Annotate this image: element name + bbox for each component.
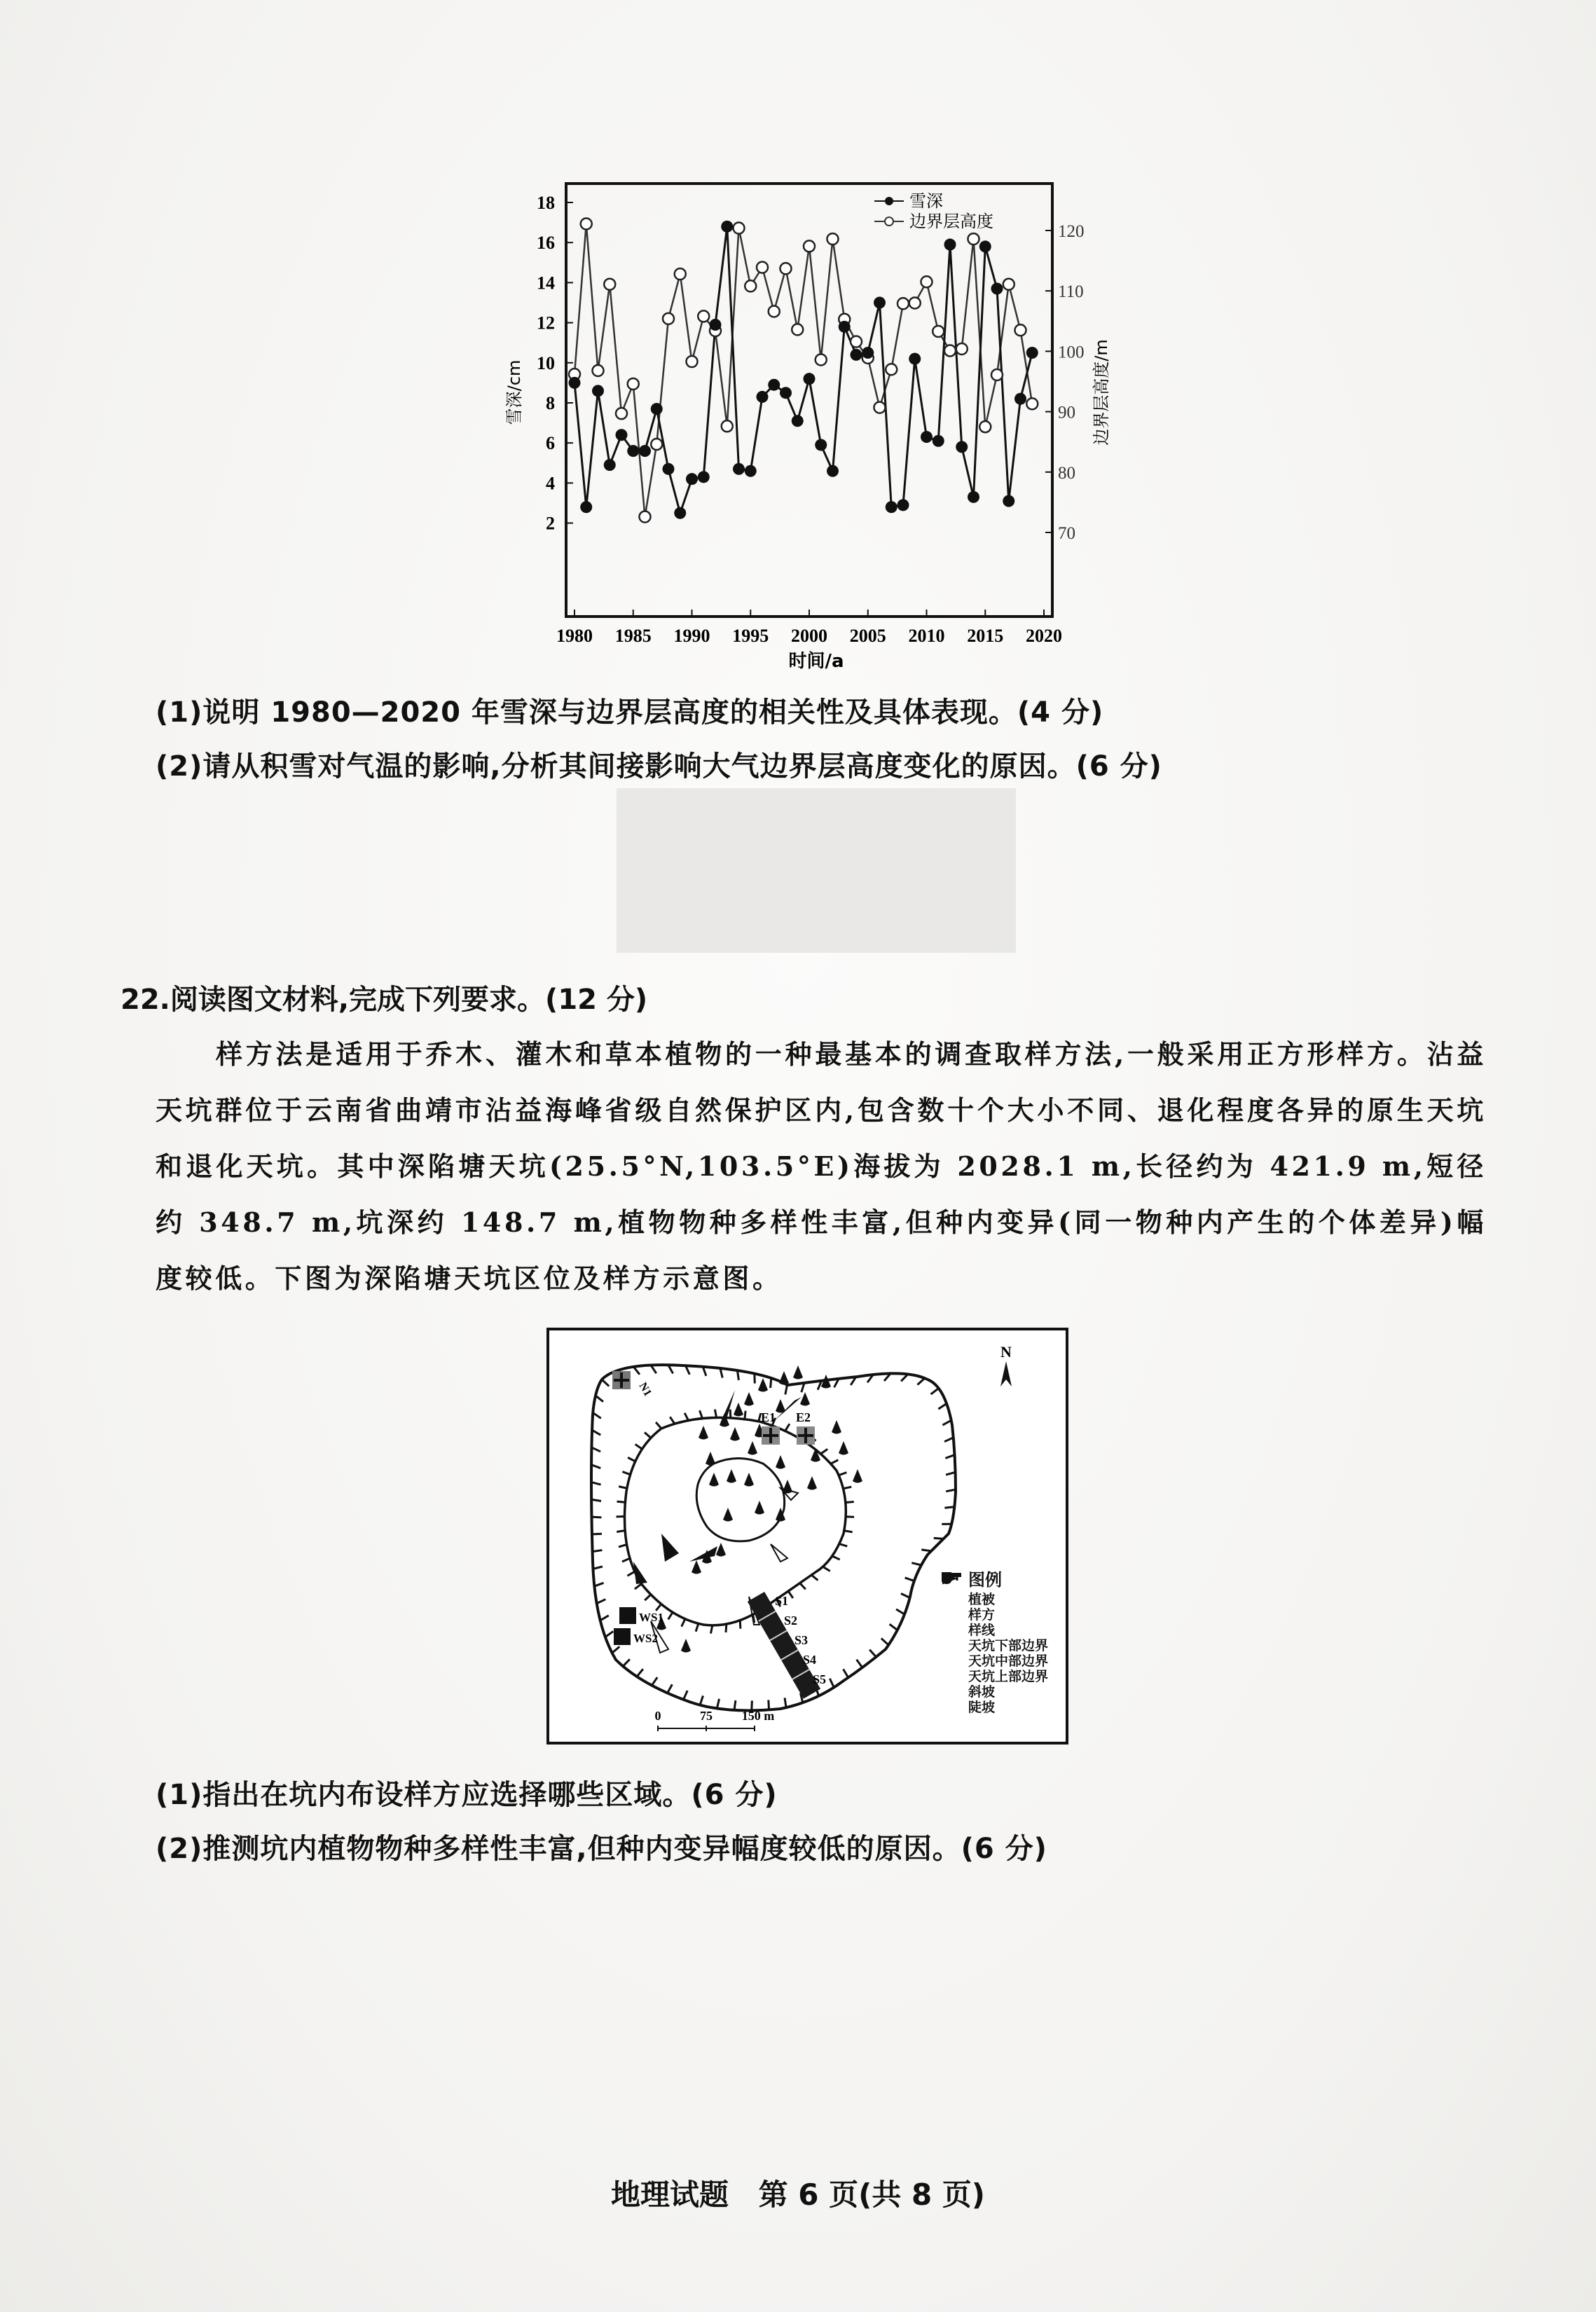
middle-boundary-line	[625, 1417, 846, 1625]
boundary-layer-point	[640, 511, 651, 523]
legend-label: 样线	[968, 1623, 996, 1638]
x-tick-label: 2020	[1026, 626, 1062, 646]
boundary-layer-point	[886, 364, 897, 375]
boundary-layer-point	[816, 354, 827, 365]
boundary-layer-point	[722, 420, 733, 432]
legend-label: 斜坡	[968, 1684, 996, 1700]
boundary-layer-point	[757, 262, 768, 273]
footer-page-info: 第 6 页(共 8 页)	[758, 2177, 985, 2212]
snow-depth-point	[933, 435, 944, 447]
snow-depth-point	[686, 473, 698, 485]
snow-depth-point	[1003, 495, 1014, 507]
snow-depth-point	[580, 501, 592, 513]
snow-depth-point	[944, 239, 956, 251]
legend-label: 陡坡	[968, 1700, 996, 1715]
legend-filled-marker-icon	[885, 197, 893, 205]
svg-text:S2: S2	[784, 1613, 798, 1628]
boundary-layer-point	[792, 324, 803, 335]
boundary-layer-line	[575, 224, 1032, 517]
legend-label: 天坑下部边界	[968, 1638, 1049, 1653]
y-left-tick-label: 8	[546, 393, 555, 413]
x-tick-label: 1980	[556, 626, 593, 646]
snow-depth-point	[968, 491, 979, 503]
snow-depth-point	[651, 403, 663, 415]
boundary-layer-point	[698, 310, 709, 322]
snow-depth-point	[698, 471, 710, 483]
y-left-tick-label: 18	[537, 193, 555, 213]
snow-depth-point	[862, 347, 874, 359]
y-right-axis-label: 边界层高度/m	[1092, 339, 1111, 446]
boundary-layer-point	[979, 421, 991, 432]
snow-depth-point	[569, 377, 581, 389]
boundary-layer-point	[897, 298, 909, 309]
snow-depth-point	[909, 353, 921, 365]
steep-slope-icon	[942, 1700, 965, 1714]
snow-depth-point	[897, 499, 909, 511]
svg-text:S5: S5	[813, 1672, 827, 1686]
snow-depth-point	[604, 459, 616, 471]
quadrat-e2	[796, 1410, 815, 1445]
svg-text:WS2: WS2	[633, 1632, 658, 1645]
lower-boundary-line	[696, 1459, 784, 1541]
y-left-tick-label: 10	[537, 352, 555, 373]
x-axis-label: 时间/a	[788, 651, 844, 672]
snow-depth-point	[979, 240, 991, 252]
boundary-layer-point	[628, 378, 639, 390]
svg-text:S1: S1	[775, 1594, 789, 1608]
y-left-tick-label: 2	[546, 513, 555, 534]
q22-material-paragraph: 样方法是适用于乔木、灌木和草本植物的一种最基本的调查取样方法,一般采用正方形样方。沾益天坑群位于云南省曲靖市沾益海峰省级自然保护区内,包含数十个大小不同、退化程度各异的原生天坑和退化天坑。其中深陷塘天坑(25.5°N,103.5°E)海拔为 2028.1 m,长径约为 421.9 m,短径约 348.7 m,坑深约 148.7 m,植物物种多样性丰富,但种内变异(同一物种内产生的个体差异)幅度较低。下图为深陷塘天坑区位及样方示意图。	[156, 1038, 1487, 1294]
x-tick-label: 2005	[849, 626, 886, 646]
q22-sub-question-1: (1)指出在坑内布设样方应选择哪些区域。(6 分)	[156, 1779, 778, 1811]
boundary-layer-point	[780, 263, 792, 274]
snow-depth-point	[674, 507, 686, 519]
q21-sub-question-2: (2)请从积雪对气温的影响,分析其间接影响大气边界层高度变化的原因。(6 分)	[156, 750, 1162, 783]
legend-label: 天坑中部边界	[968, 1653, 1049, 1669]
snow-depth-point	[839, 321, 851, 333]
y-left-tick-label: 16	[537, 233, 555, 254]
boundary-layer-point	[687, 356, 698, 367]
tiankeng-quadrat-map	[546, 1328, 1068, 1745]
svg-text:WS1: WS1	[639, 1611, 663, 1624]
north-label: N	[1000, 1343, 1012, 1361]
boundary-layer-point	[933, 326, 944, 337]
boundary-layer-point	[581, 219, 592, 230]
snow-depth-point	[921, 431, 933, 443]
x-tick-label: 2000	[791, 626, 827, 646]
y-right-tick-label: 70	[1058, 524, 1075, 543]
boundary-layer-point	[1026, 398, 1038, 409]
svg-text:75: 75	[700, 1709, 713, 1723]
y-left-tick-label: 14	[537, 273, 555, 294]
quadrat-n1	[612, 1371, 654, 1398]
y-left-tick-label: 6	[546, 433, 555, 454]
legend-snow-depth: 雪深	[909, 191, 943, 211]
boundary-layer-point	[874, 402, 886, 413]
legend-item-steep-slope	[942, 1700, 1048, 1715]
q22-title: 22.阅读图文材料,完成下列要求。(12 分)	[121, 984, 648, 1016]
boundary-layer-point	[604, 279, 615, 290]
boundary-layer-point	[968, 233, 979, 245]
y-right-tick-label: 110	[1058, 282, 1084, 302]
svg-text:E2: E2	[796, 1410, 811, 1424]
x-tick-label: 2015	[967, 626, 1004, 646]
legend-hollow-marker-icon	[885, 217, 893, 226]
boundary-layer-point	[593, 365, 604, 376]
snow-depth-point	[627, 445, 639, 457]
boundary-layer-point	[956, 343, 968, 355]
snow-depth-point	[1026, 347, 1038, 359]
snow-depth-point	[745, 465, 757, 477]
line-chart	[490, 168, 1121, 687]
boundary-layer-point	[921, 276, 933, 287]
legend-label: 植被	[968, 1592, 996, 1607]
snow-depth-point	[639, 445, 651, 457]
y-right-tick-label: 100	[1058, 343, 1085, 362]
y-right-tick-label: 90	[1058, 403, 1075, 422]
snow-depth-point	[827, 465, 839, 477]
boundary-layer-point	[944, 345, 956, 357]
snow-depth-point	[768, 379, 780, 391]
legend-label: 样方	[968, 1607, 996, 1623]
snow-depth-boundary-layer-chart	[490, 168, 1121, 687]
legend-title: 图例	[968, 1570, 1002, 1590]
boundary-layer-point	[851, 336, 862, 348]
svg-text:150 m: 150 m	[741, 1709, 775, 1723]
snow-depth-point	[886, 501, 897, 513]
boundary-layer-point	[745, 280, 756, 291]
boundary-layer-point	[663, 313, 674, 324]
q21-sub-question-1: (1)说明 1980—2020 年雪深与边界层高度的相关性及具体表现。(4 分)	[156, 696, 1104, 729]
snow-depth-point	[991, 282, 1003, 294]
boundary-layer-point	[1003, 279, 1014, 290]
svg-text:N1: N1	[636, 1380, 654, 1398]
north-arrow-icon	[1000, 1361, 1012, 1386]
snow-depth-point	[804, 373, 816, 385]
boundary-layer-point	[804, 240, 815, 252]
bleed-through-shade	[617, 788, 1016, 953]
page-footer	[0, 2172, 1596, 2214]
boundary-layer-point	[1015, 324, 1026, 336]
legend-boundary-layer: 边界层高度	[909, 212, 993, 231]
snow-depth-point	[780, 387, 792, 399]
q22-sub-question-2: (2)推测坑内植物物种多样性丰富,但种内变异幅度较低的原因。(6 分)	[156, 1833, 1047, 1865]
snow-depth-point	[721, 221, 733, 233]
y-left-axis-label: 雪深/cm	[504, 359, 524, 425]
snow-depth-point	[757, 391, 769, 403]
snow-depth-line	[575, 226, 1032, 513]
boundary-layer-point	[991, 369, 1003, 380]
boundary-layer-point	[734, 223, 745, 234]
x-tick-label: 1995	[732, 626, 769, 646]
y-right-tick-label: 80	[1058, 463, 1075, 483]
y-left-tick-label: 4	[546, 473, 555, 494]
snow-depth-point	[792, 415, 804, 427]
svg-text:E1: E1	[761, 1410, 776, 1424]
scale-bar	[655, 1709, 775, 1731]
x-tick-label: 1990	[673, 626, 710, 646]
snow-depth-point	[663, 463, 675, 475]
x-tick-label: 1985	[614, 626, 652, 646]
snow-depth-point	[874, 297, 886, 309]
snow-depth-point	[616, 429, 628, 441]
legend-label: 天坑上部边界	[968, 1669, 1049, 1684]
quadrat-ws	[614, 1607, 663, 1645]
snow-depth-point	[592, 385, 604, 397]
map-legend	[942, 1572, 1048, 1715]
footer-subject: 地理试题	[611, 2177, 729, 2212]
svg-text:S4: S4	[803, 1653, 817, 1667]
x-tick-label: 2010	[908, 626, 945, 646]
boundary-layer-point	[675, 268, 686, 280]
boundary-layer-point	[651, 439, 662, 450]
svg-text:S3: S3	[794, 1633, 809, 1647]
y-right-tick-label: 120	[1058, 222, 1085, 241]
y-left-tick-label: 12	[537, 312, 555, 333]
svg-text:0: 0	[654, 1709, 661, 1723]
snow-depth-point	[1014, 393, 1026, 405]
boundary-layer-point	[616, 408, 627, 419]
snow-depth-point	[815, 439, 827, 451]
snow-depth-point	[710, 319, 722, 331]
snow-depth-point	[956, 441, 968, 453]
boundary-layer-point	[909, 297, 921, 308]
snow-depth-point	[851, 349, 862, 361]
snow-depth-point	[733, 463, 745, 475]
quadrat-e1	[761, 1410, 780, 1445]
boundary-layer-point	[769, 306, 780, 317]
boundary-layer-point	[827, 233, 839, 245]
